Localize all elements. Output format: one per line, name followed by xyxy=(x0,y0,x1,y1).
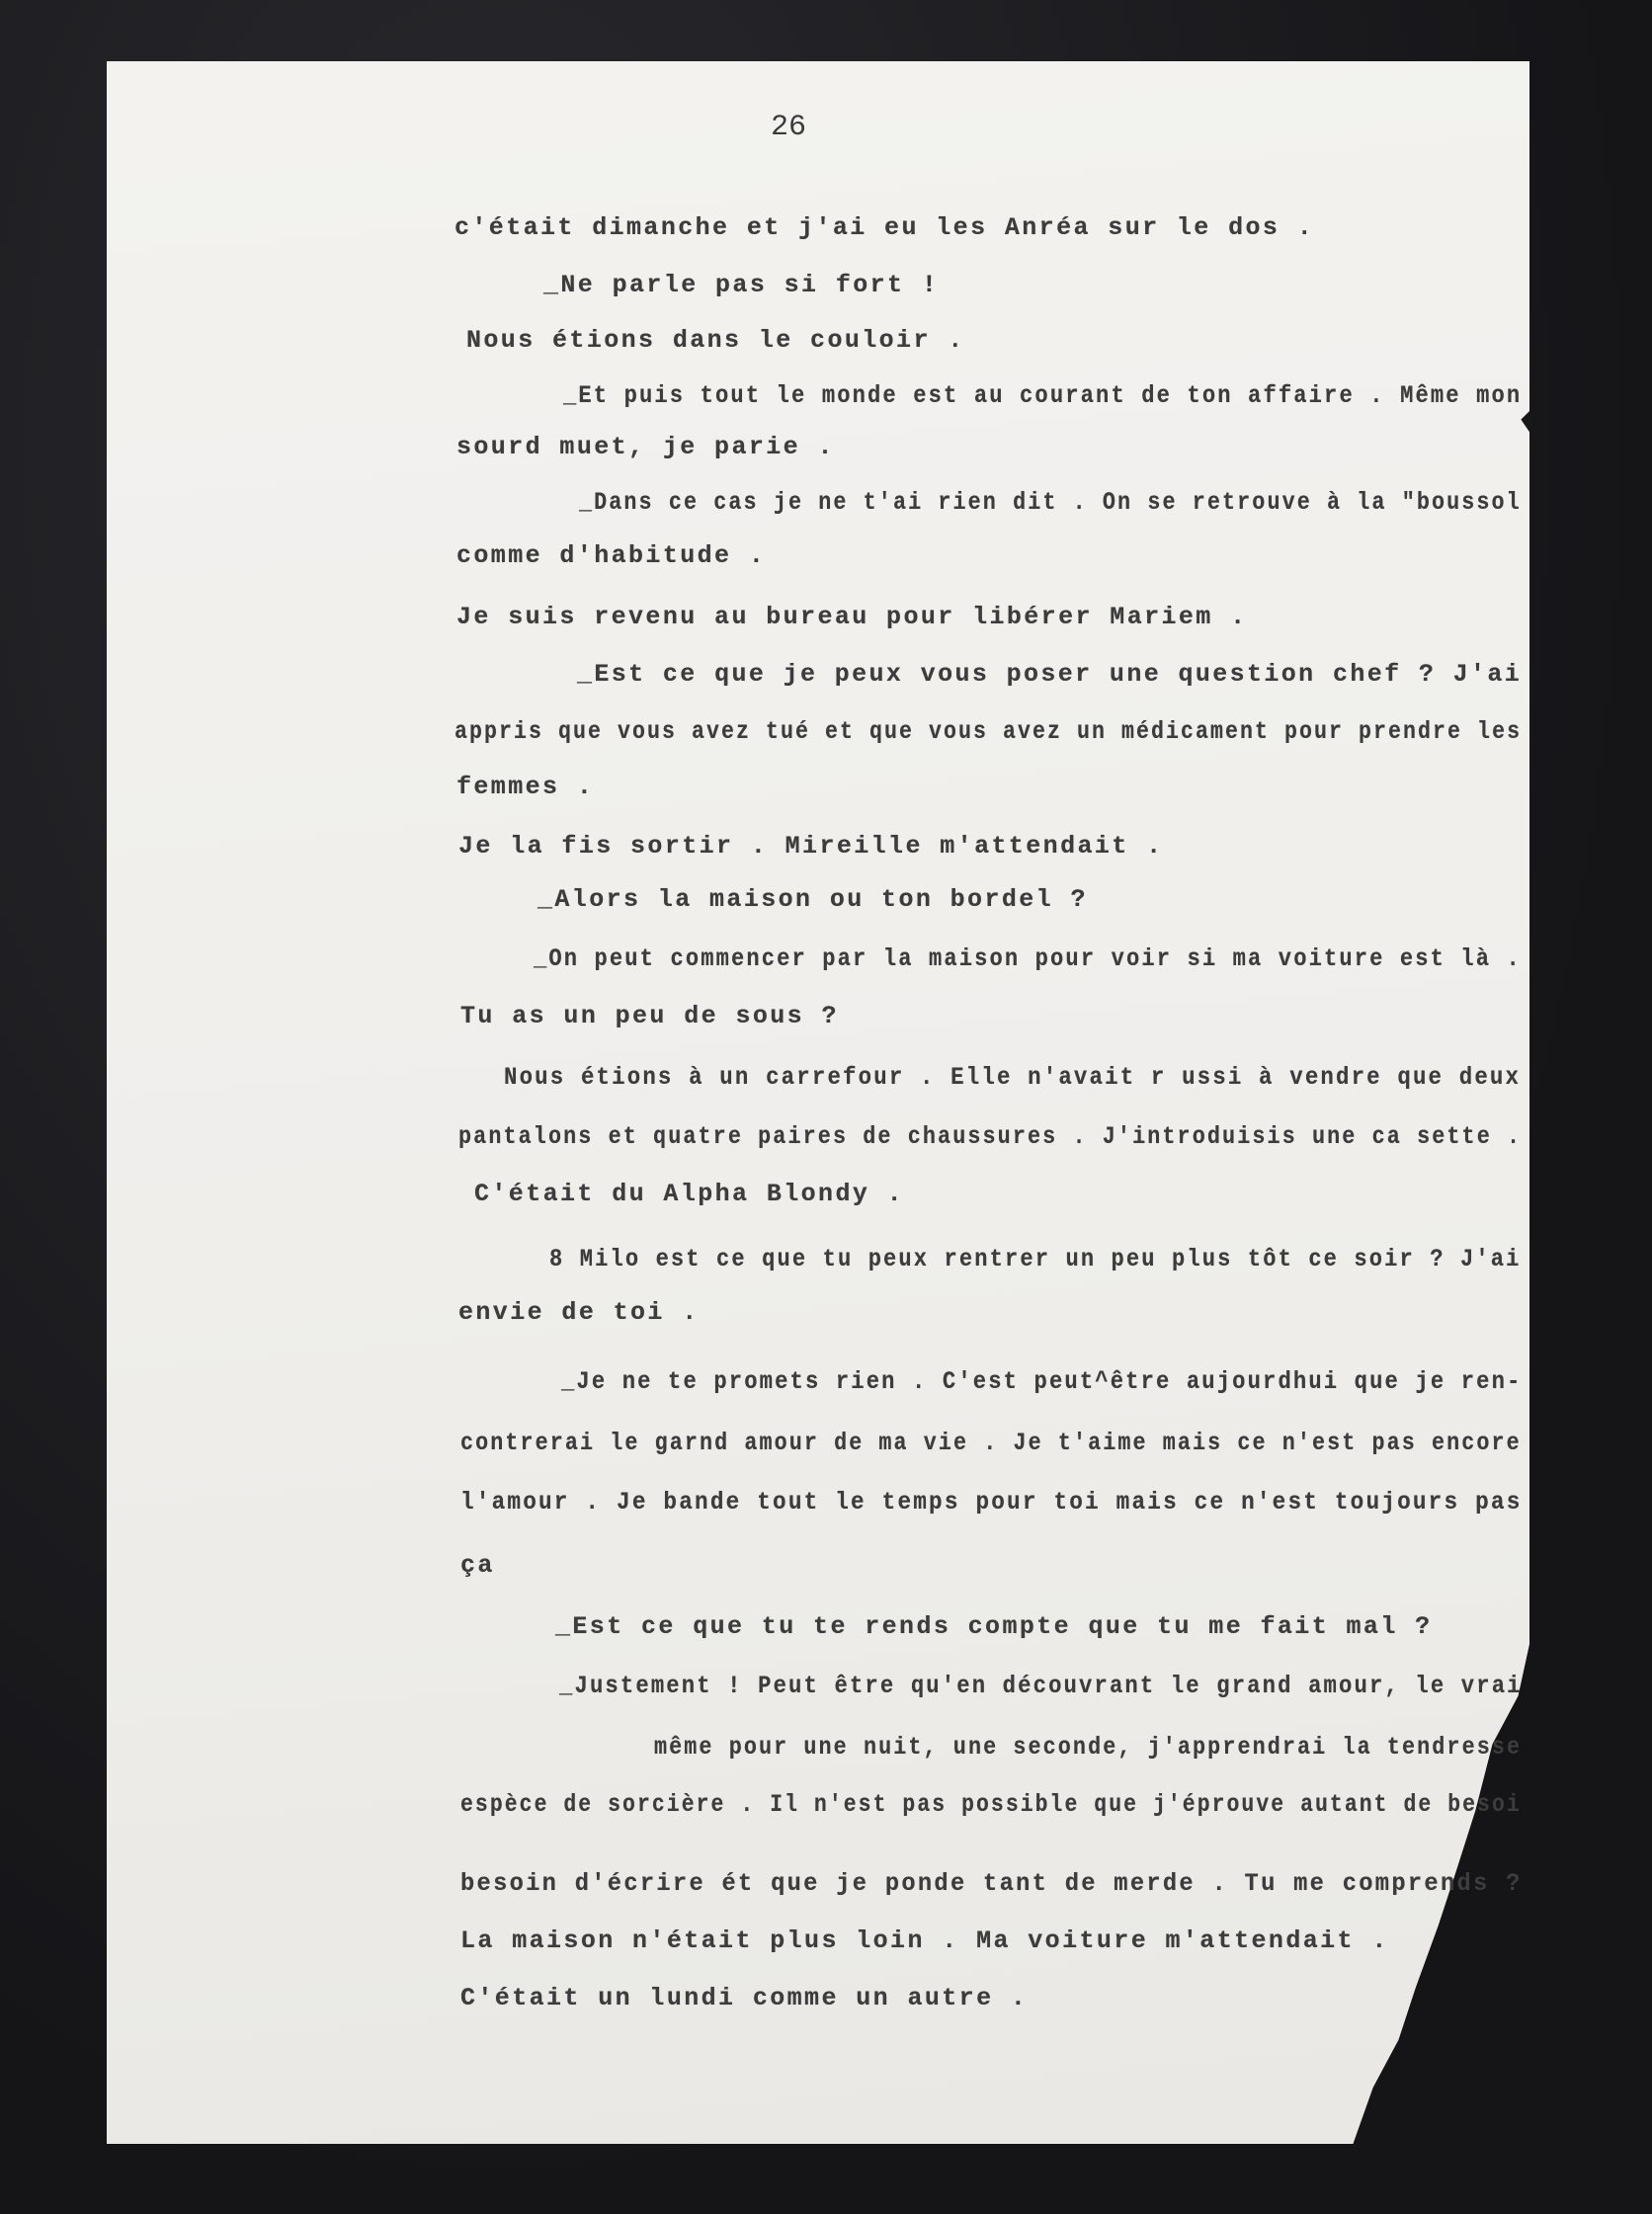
text-line: Je la fis sortir . Mireille m'attendait . xyxy=(458,832,1164,861)
text-line: c'était dimanche et j'ai eu les Anréa sur le dos . xyxy=(454,213,1315,242)
text-line: Nous étions dans le couloir . xyxy=(466,326,965,355)
text-line: _Est ce que je peux vous poser une question chef ? J'ai xyxy=(577,660,1523,689)
text-line: Nous étions à un carrefour . Elle n'avait r ussi à vendre que deux xyxy=(504,1063,1522,1092)
text-line: 8 Milo est ce que tu peux rentrer un peu plus tôt ce soir ? J'ai xyxy=(549,1245,1522,1273)
text-line: pantalons et quatre paires de chaussures . J'introduisis une ca sette . xyxy=(458,1122,1523,1151)
text-line: besoin d'écrire ét que je ponde tant de merde . Tu me comprends ? xyxy=(460,1869,1523,1898)
text-line: ça xyxy=(460,1551,495,1580)
text-line: comme d'habitude . xyxy=(456,541,767,570)
text-line: _Est ce que tu te rends compte que tu me fait mal ? xyxy=(555,1612,1433,1641)
text-line: _Dans ce cas je ne t'ai rien dit . On se retrouve à la "boussol xyxy=(579,488,1522,517)
text-line: Je suis revenu au bureau pour libérer Mariem . xyxy=(456,603,1248,631)
text-line: _Je ne te promets rien . C'est peut^être aujourdhui que je ren- xyxy=(561,1367,1523,1396)
text-line: femmes . xyxy=(456,773,595,801)
text-line: envie de toi . xyxy=(458,1298,700,1327)
text-line: _On peut commencer par la maison pour voir si ma voiture est là . xyxy=(534,944,1522,973)
text-line: _Justement ! Peut être qu'en découvrant le grand amour, le vrai xyxy=(559,1672,1523,1700)
text-line: C'était du Alpha Blondy . xyxy=(474,1180,905,1208)
text-line: contrerai le garnd amour de ma vie . Je t'aime mais ce n'est pas encore xyxy=(460,1429,1522,1457)
text-line: l'amour . Je bande tout le temps pour toi mais ce n'est toujours pas xyxy=(460,1488,1523,1517)
text-line: appris que vous avez tué et que vous avez un médicament pour prendre les xyxy=(454,717,1523,746)
text-line: sourd muet, je parie . xyxy=(456,433,835,461)
text-line: La maison n'était plus loin . Ma voiture m'attendait . xyxy=(460,1927,1389,1955)
text-line: Tu as un peu de sous ? xyxy=(460,1002,839,1030)
text-line: même pour une nuit, une seconde, j'apprendrai la tendresse xyxy=(654,1733,1523,1762)
text-line: espèce de sorcière . Il n'est pas possible que j'éprouve autant de besoi xyxy=(460,1790,1522,1819)
text-line: _Ne parle pas si fort ! xyxy=(543,271,940,299)
text-line: C'était un lundi comme un autre . xyxy=(460,1984,1029,2012)
typewritten-page xyxy=(107,61,1529,2144)
text-line: _Et puis tout le monde est au courant de ton affaire . Même mon xyxy=(563,381,1523,410)
page-number: 26 xyxy=(771,111,807,144)
text-line: _Alors la maison ou ton bordel ? xyxy=(537,885,1088,914)
